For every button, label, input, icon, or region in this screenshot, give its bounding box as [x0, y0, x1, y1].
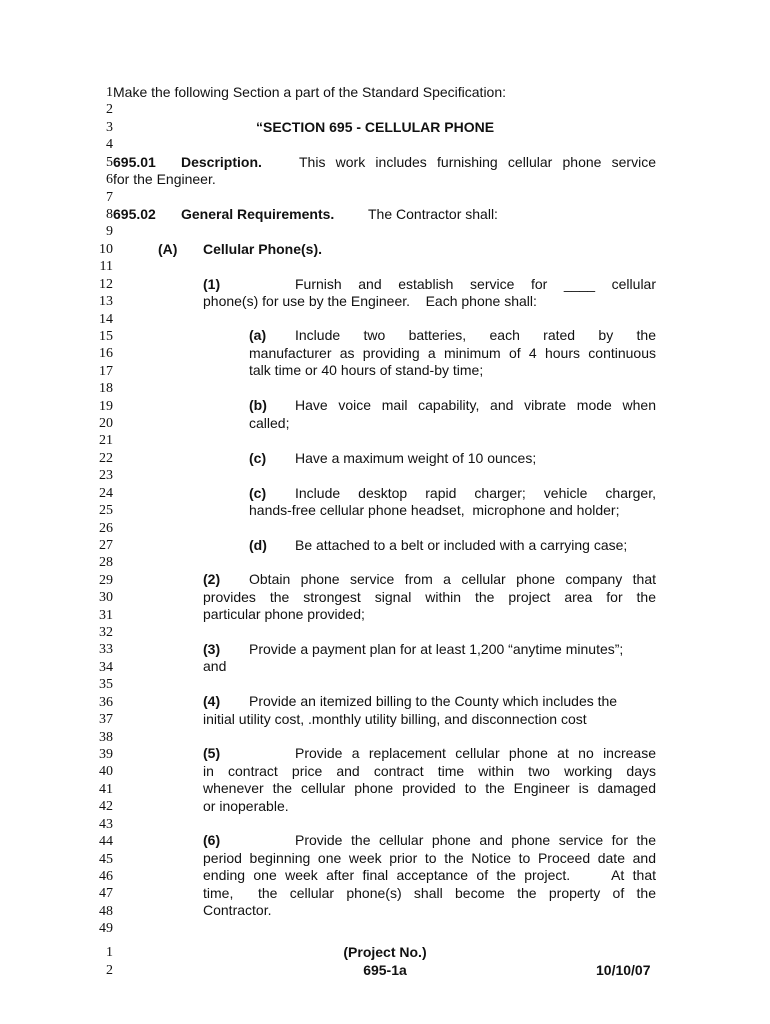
item-c-second-text-line: hands-free cellular phone headset, microphone and holder;	[249, 502, 620, 518]
line-number: 32	[99, 625, 113, 640]
item-a-text-line: manufacturer as providing a minimum of 4 hours continuous	[249, 345, 656, 361]
line-number: 40	[99, 764, 113, 780]
line-number: 23	[99, 468, 113, 484]
footer-line-number: 2	[106, 963, 113, 978]
item-b-text-line: called;	[249, 415, 290, 431]
line-number: 44	[99, 834, 113, 850]
footer-page-number: 695-1a	[363, 962, 407, 978]
description-text-line: for the Engineer.	[113, 171, 216, 187]
item-label-5: (5)	[203, 745, 221, 761]
item-c-second-text-line: Include desktop rapid charger; vehicle charger,	[295, 485, 656, 501]
item-label-A: (A)	[158, 241, 178, 257]
item-5-text-line: Provide a replacement cellular phone at no increase	[295, 745, 656, 761]
line-number: 49	[99, 921, 113, 937]
item-4-text-line: initial utility cost, .monthly utility billing, and disconnection cost	[203, 711, 587, 727]
line-number: 39	[99, 747, 113, 762]
line-number: 46	[99, 868, 113, 884]
line-number: 14	[99, 311, 113, 327]
line-number: 4	[106, 137, 113, 153]
item-title-cellular-phones: Cellular Phone(s).	[203, 241, 323, 257]
item-label-1: (1)	[203, 276, 221, 292]
line-number: 20	[99, 416, 113, 431]
line-number: 29	[99, 572, 113, 588]
item-3-text-line: and	[203, 658, 227, 674]
line-number: 18	[99, 381, 113, 397]
item-2-text-line: Obtain phone service from a cellular phone company that	[249, 571, 656, 587]
line-number: 16	[99, 346, 113, 362]
item-label-a: (a)	[249, 327, 267, 343]
line-number: 6	[106, 172, 113, 188]
line-number: 43	[99, 816, 113, 832]
item-2-text-line: particular phone provided;	[203, 606, 365, 622]
line-number: 35	[99, 677, 113, 693]
item-6-text-line: ending one week after final acceptance of the project. At that	[203, 867, 656, 883]
line-number: 21	[99, 433, 113, 449]
line-number: 13	[99, 294, 113, 309]
item-d-text-line: Be attached to a belt or included with a carrying case;	[295, 537, 628, 553]
item-label-d: (d)	[249, 537, 267, 553]
line-number: 8	[106, 206, 113, 222]
line-number: 19	[99, 398, 113, 414]
item-label-4: (4)	[203, 693, 221, 709]
item-b-text-line: Have voice mail capability, and vibrate mode when	[295, 397, 656, 413]
line-number: 45	[99, 851, 113, 867]
section-number-695-01: 695.01	[113, 154, 156, 170]
line-number: 31	[99, 607, 113, 623]
item-label-6: (6)	[203, 832, 221, 848]
line-number: 30	[99, 590, 113, 606]
footer-date: 10/10/07	[596, 962, 651, 978]
section-heading-description: Description.	[181, 154, 262, 170]
item-label-c: (c)	[249, 450, 267, 466]
intro-text: Make the following Section a part of the Standard Specification:	[113, 84, 507, 100]
item-a-text-line: Include two batteries, each rated by the	[295, 327, 656, 343]
line-number: 9	[106, 224, 113, 240]
item-label-c-second: (c)	[249, 485, 267, 501]
line-number: 33	[99, 642, 113, 658]
line-number: 38	[99, 729, 113, 745]
general-requirements-text: The Contractor shall:	[368, 206, 498, 222]
line-number: 5	[106, 154, 113, 170]
line-number: 10	[99, 241, 113, 257]
line-number: 47	[99, 886, 113, 902]
item-6-text-line: Contractor.	[203, 902, 272, 918]
footer-line-number: 1	[106, 945, 113, 960]
section-title: “SECTION 695 - CELLULAR PHONE	[256, 119, 495, 135]
line-number: 48	[99, 903, 113, 919]
line-number: 36	[99, 694, 113, 710]
item-6-text-line: Provide the cellular phone and phone service for the	[295, 832, 656, 848]
line-number: 25	[99, 503, 113, 519]
line-number: 37	[99, 712, 113, 728]
item-1-text-line: phone(s) for use by the Engineer. Each phone shall:	[203, 293, 537, 309]
item-6-text-line: period beginning one week prior to the Notice to Proceed date and	[203, 850, 656, 866]
line-number: 22	[99, 450, 113, 466]
footer-project-number: (Project No.)	[343, 944, 427, 960]
section-number-695-02: 695.02	[113, 206, 156, 222]
item-label-b: (b)	[249, 397, 267, 413]
line-number: 1	[106, 85, 113, 100]
line-number: 3	[106, 119, 113, 135]
line-number: 17	[99, 363, 113, 379]
line-number: 26	[99, 520, 113, 536]
line-number: 42	[99, 799, 113, 815]
item-5-text-line: whenever the cellular phone provided to the Engineer is damaged	[203, 780, 656, 796]
item-5-text-line: or inoperable.	[203, 798, 289, 814]
line-number: 41	[99, 781, 113, 797]
description-text-line: This work includes furnishing cellular phone service	[299, 154, 656, 170]
line-number: 15	[99, 328, 113, 344]
line-number: 7	[106, 189, 113, 205]
item-a-text-line: talk time or 40 hours of stand-by time;	[249, 362, 484, 378]
line-number: 11	[99, 259, 113, 275]
item-3-text-line: Provide a payment plan for at least 1,200 “anytime minutes”;	[249, 641, 624, 657]
item-label-2: (2)	[203, 571, 221, 587]
item-1-text-line: Furnish and establish service for ____ cellular	[295, 276, 656, 292]
line-number: 24	[99, 485, 113, 501]
item-6-text-line: time, the cellular phone(s) shall become the property of the	[203, 885, 656, 901]
line-number: 12	[99, 276, 113, 292]
line-number: 2	[106, 102, 113, 118]
line-number: 27	[99, 537, 113, 553]
item-5-text-line: in contract price and contract time within two working days	[203, 763, 656, 779]
item-2-text-line: provides the strongest signal within the project area for the	[203, 589, 656, 605]
section-heading-general-requirements: General Requirements.	[181, 206, 335, 222]
item-c-text-line: Have a maximum weight of 10 ounces;	[295, 450, 537, 466]
item-label-3: (3)	[203, 641, 221, 657]
line-number: 34	[99, 659, 113, 675]
item-4-text-line: Provide an itemized billing to the County which includes the	[249, 693, 618, 709]
line-number: 28	[99, 555, 113, 571]
